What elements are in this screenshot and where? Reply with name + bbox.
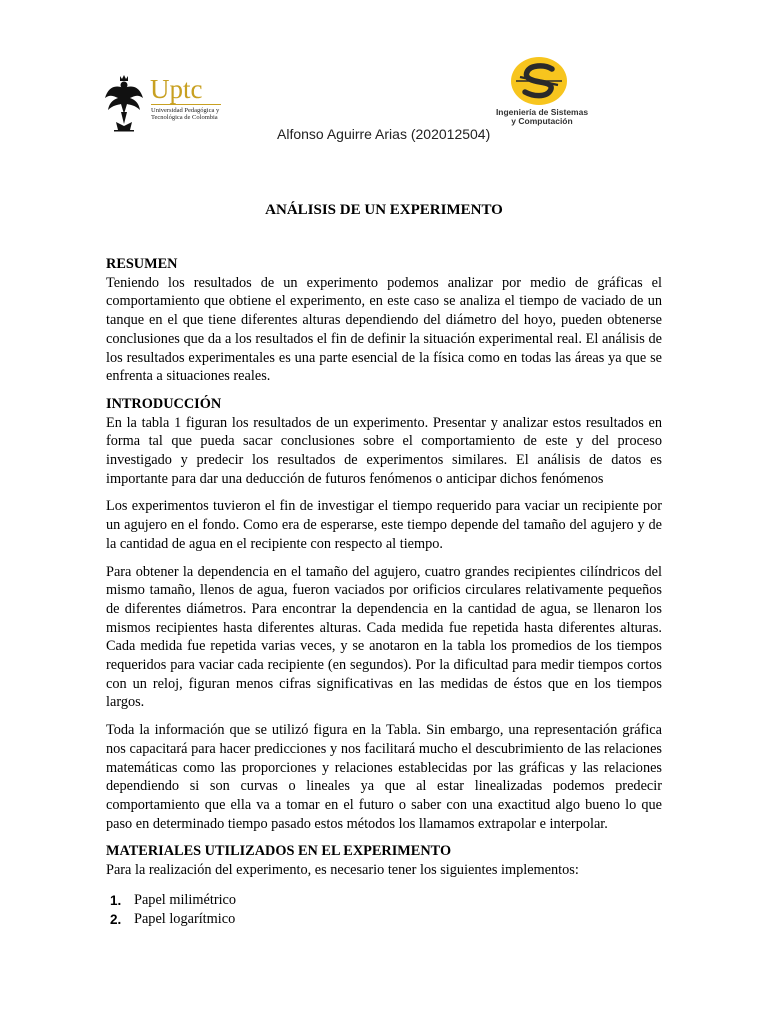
intro-paragraph-2: Los experimentos tuvieron el fin de investigar el tiempo requerido para vaciar un recipiente por un agujero en el fondo. Como era de esperarse, este tiempo depende del tamaño del agujero y de la cantidad de agua en el recipiente con respecto al tiempo.: [106, 498, 662, 552]
uptc-subtitle: Universidad Pedagógica y Tecnológica de Colombia: [151, 107, 220, 121]
intro-paragraph-4: Toda la información que se utilizó figura en la Tabla. Sin embargo, una representación gráfica nos capacitará para hacer predicciones y nos facilitará mucho el descubrimiento de las relaciones matemáticas como las proporciones y relaciones establecidas por las gráficas y las relaciones dependiendo si son curvas o lineales ya que al estar linealizadas podemos predecir comportamiento que ella va a tomar en el futuro o saber con una exactitud algo bueno lo que paso en determinado tiempo pasado estos métodos los llamamos extrapolar e interpolar.: [106, 722, 662, 832]
systems-engineering-logo: [492, 56, 592, 132]
document-title: ANÁLISIS DE UN EXPERIMENTO: [265, 202, 503, 218]
uptc-logo: [104, 74, 226, 134]
uptc-wordmark: Uptc: [150, 74, 203, 104]
introduccion-heading: INTRODUCCIÓN: [106, 395, 222, 412]
systems-logo-line1: Ingeniería de Sistemas: [495, 107, 589, 117]
systems-logo-line2: y Computación: [511, 116, 573, 126]
systems-s-icon: [510, 56, 568, 106]
document-body: [106, 255, 662, 929]
uptc-divider: [151, 104, 221, 105]
list-item-label: Papel milimétrico: [134, 891, 237, 908]
list-item: [106, 910, 662, 929]
list-item: [106, 891, 662, 910]
list-item-label: Papel logarítmico: [134, 910, 236, 927]
systems-logo-caption: [492, 108, 592, 126]
author-name: Alfonso Aguirre Arias (202012504): [277, 126, 491, 142]
intro-paragraph-1: En la tabla 1 figuran los resultados de un experimento. Presentar y analizar estos resultados en forma tal que pueda sacar conclusiones sobre el comportamiento de este y del proceso investigado y predecir los resultados de experimentos similares. El análisis de datos es importante para dar una deducción de futuros fenómenos o anticipar dichos fenómenos: [106, 414, 662, 487]
materials-intro: Para la realización del experimento, es necesario tener los siguientes implementos:: [106, 862, 579, 879]
resumen-heading: RESUMEN: [106, 256, 178, 272]
list-item-number: 1.: [110, 892, 122, 908]
materials-list: [106, 891, 662, 929]
list-item-number: 2.: [110, 911, 122, 927]
resumen-paragraph: Teniendo los resultados de un experimento podemos analizar por medio de gráficas el comportamiento que obtiene el experimento, en este caso se analiza el tiempo de vaciado de un tanque en el que tiene diferentes alturas dependiendo del diámetro del hoyo, pueden obtenerse conclusiones que da a los resultados el fin de definir la situación experimental real. El análisis de los resultados experimentales es una parte esencial de la física como en todas las áreas ya que se enfrenta a situaciones reales.: [106, 274, 662, 385]
eagle-crest-icon: [104, 74, 144, 132]
intro-paragraph-3: Para obtener la dependencia en el tamaño del agujero, cuatro grandes recipientes cilíndricos del mismo tamaño, llenos de agua, fueron vaciados por orificios circulares relativamente pequeños de diferentes diámetros. Para encontrar la dependencia en la cantidad de agua, se llenaron los mismos recipientes hasta diferentes alturas. Cada medida fue repetida hasta diferentes alturas. Cada medida fue repetida varias veces, y se anotaron en la tabla los promedios de los tiempos requeridos para vaciar cada recipiente (en segundos). Por la dificultad para medir tiempos cortos con un reloj, figuran menos cifras significativas en las medidas de éstos que en los tiempos largos.: [106, 563, 662, 711]
materials-heading: MATERIALES UTILIZADOS EN EL EXPERIMENTO: [106, 843, 452, 860]
